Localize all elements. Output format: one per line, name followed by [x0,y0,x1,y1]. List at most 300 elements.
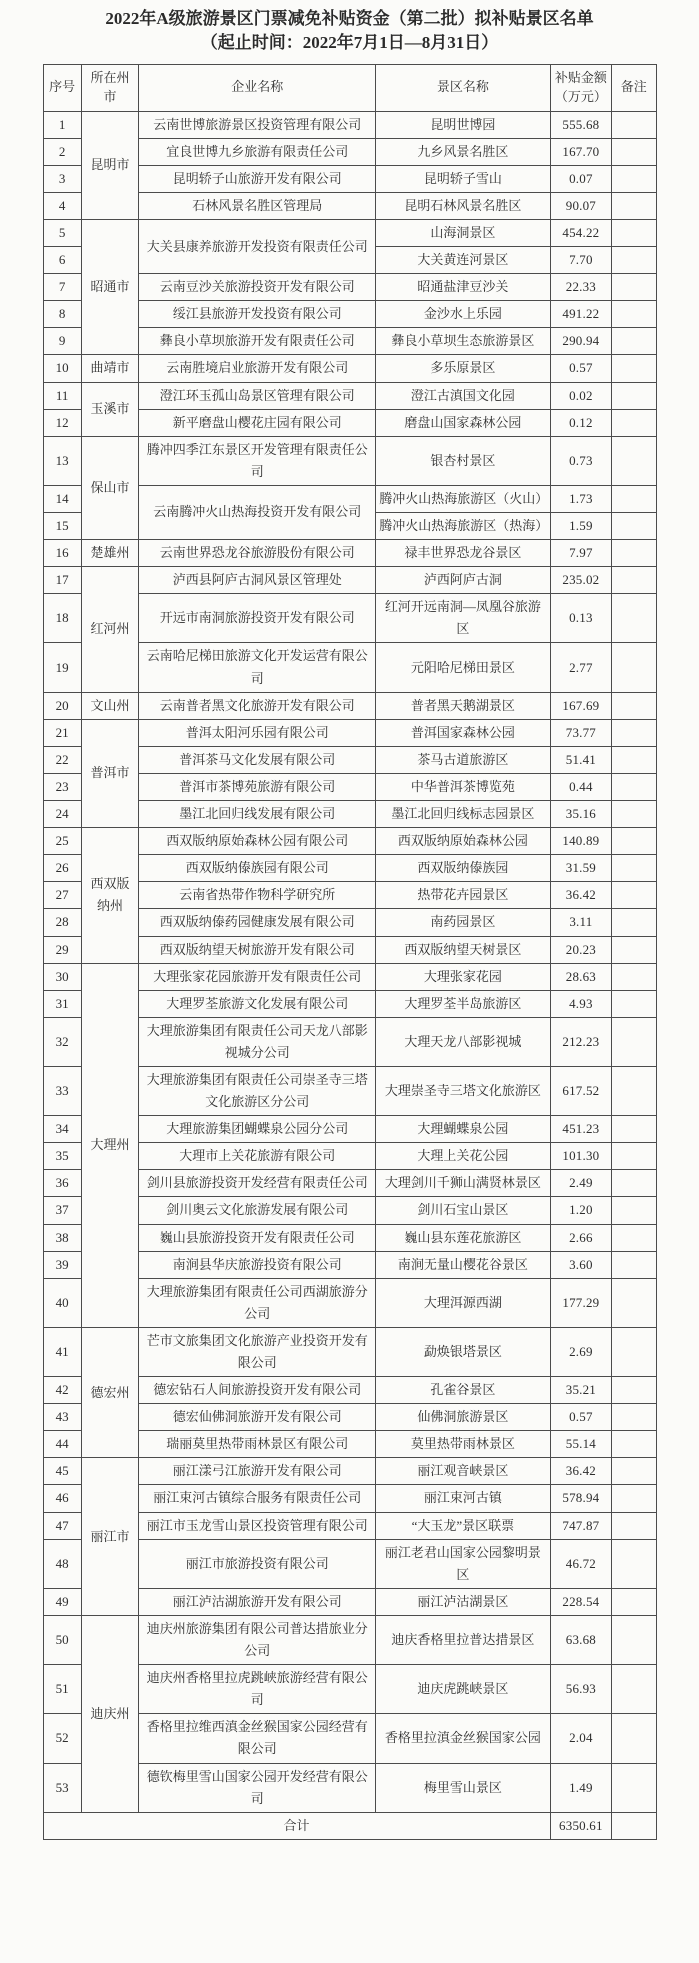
row-number-cell: 29 [43,936,81,963]
row-number-cell: 16 [43,540,81,567]
company-name-cell: 腾冲四季江东景区开发管理有限责任公司 [139,436,376,485]
remark-cell [612,746,656,773]
document-title-line2: （起止时间：2022年7月1日—8月31日） [200,32,499,52]
remark-cell [612,192,656,219]
scenic-name-cell: 泸西阿庐古洞 [376,567,550,594]
company-name-cell: 西双版纳望天树旅游开发有限公司 [139,936,376,963]
company-name-cell: 云南豆沙关旅游投资开发有限公司 [139,274,376,301]
row-number-cell: 41 [43,1327,81,1376]
company-name-cell: 迪庆州旅游集团有限公司普达措旅业分公司 [139,1615,376,1664]
row-number-cell: 34 [43,1116,81,1143]
prefecture-cell: 玉溪市 [81,382,138,436]
scenic-name-cell: 西双版纳原始森林公园 [376,828,550,855]
scenic-name-cell: 南涧无量山樱花谷景区 [376,1251,550,1278]
scenic-name-cell: 多乐原景区 [376,355,550,382]
row-number-cell: 6 [43,247,81,274]
subsidy-amount-cell: 228.54 [550,1588,612,1615]
company-name-cell: 大理张家花园旅游开发有限责任公司 [139,963,376,990]
remark-cell [612,355,656,382]
remark-cell [612,828,656,855]
company-name-cell: 香格里拉维西滇金丝猴国家公园经营有限公司 [139,1714,376,1763]
subsidy-amount-cell: 36.42 [550,882,612,909]
table-body [43,111,656,1839]
scenic-name-cell: 昆明轿子雪山 [376,165,550,192]
scenic-name-cell: 大理天龙八部影视城 [376,1017,550,1066]
prefecture-cell: 迪庆州 [81,1615,138,1812]
scenic-name-cell: 丽江束河古镇 [376,1485,550,1512]
subsidy-amount-cell: 0.73 [550,436,612,485]
company-name-cell: 云南世界恐龙谷旅游股份有限公司 [139,540,376,567]
remark-cell [612,909,656,936]
scenic-name-cell: 迪庆虎跳峡景区 [376,1665,550,1714]
row-number-cell: 25 [43,828,81,855]
subsidy-amount-cell: 90.07 [550,192,612,219]
row-number-cell: 27 [43,882,81,909]
table-row [43,828,656,855]
subsidy-amount-cell: 235.02 [550,567,612,594]
table-row [43,540,656,567]
row-number-cell: 7 [43,274,81,301]
subsidy-amount-cell: 454.22 [550,219,612,246]
scenic-name-cell: 澄江古滇国文化园 [376,382,550,409]
scenic-name-cell: 昭通盐津豆沙关 [376,274,550,301]
subsidy-amount-cell: 747.87 [550,1512,612,1539]
remark-cell [612,801,656,828]
scenic-name-cell: 大理洱源西湖 [376,1278,550,1327]
scenic-name-cell: 山海洞景区 [376,219,550,246]
row-number-cell: 20 [43,692,81,719]
remark-cell [612,436,656,485]
remark-cell [612,882,656,909]
subsidy-amount-cell: 7.97 [550,540,612,567]
remark-cell [612,540,656,567]
remark-cell [612,719,656,746]
prefecture-cell: 大理州 [81,963,138,1327]
company-name-cell: 彝良小草坝旅游开发有限责任公司 [139,328,376,355]
subsidy-amount-cell: 31.59 [550,855,612,882]
prefecture-cell: 文山州 [81,692,138,719]
company-name-cell: 普洱市茶博苑旅游有限公司 [139,773,376,800]
prefecture-cell: 丽江市 [81,1458,138,1616]
row-number-cell: 11 [43,382,81,409]
company-name-cell: 墨江北回归线发展有限公司 [139,801,376,828]
company-name-cell: 大理市上关花旅游有限公司 [139,1143,376,1170]
remark-cell [612,1485,656,1512]
scenic-name-cell: 南药园景区 [376,909,550,936]
header-scenic: 景区名称 [376,64,550,111]
subsidy-amount-cell: 167.69 [550,692,612,719]
subsidy-table [43,64,657,1840]
header-company: 企业名称 [139,64,376,111]
company-name-cell: 剑川县旅游投资开发经营有限责任公司 [139,1170,376,1197]
row-number-cell: 18 [43,594,81,643]
scenic-name-cell: 丽江老君山国家公园黎明景区 [376,1539,550,1588]
document-title [30,7,670,55]
remark-cell [612,1458,656,1485]
remark-cell [612,1588,656,1615]
subsidy-amount-cell: 73.77 [550,719,612,746]
scenic-name-cell: 红河开远南洞—凤凰谷旅游区 [376,594,550,643]
subsidy-amount-cell: 2.69 [550,1327,612,1376]
table-row [43,1615,656,1664]
subsidy-amount-cell: 1.20 [550,1197,612,1224]
header-prefecture: 所在州市 [81,64,138,111]
subsidy-amount-cell: 0.44 [550,773,612,800]
company-name-cell: 普洱太阳河乐园有限公司 [139,719,376,746]
scenic-name-cell: 中华普洱茶博览苑 [376,773,550,800]
row-number-cell: 21 [43,719,81,746]
scenic-name-cell: 大理罗荃半岛旅游区 [376,990,550,1017]
row-number-cell: 51 [43,1665,81,1714]
company-name-cell: 云南省热带作物科学研究所 [139,882,376,909]
scenic-name-cell: 孔雀谷景区 [376,1377,550,1404]
row-number-cell: 36 [43,1170,81,1197]
row-number-cell: 9 [43,328,81,355]
remark-cell [612,692,656,719]
row-number-cell: 45 [43,1458,81,1485]
subsidy-amount-cell: 1.73 [550,485,612,512]
row-number-cell: 23 [43,773,81,800]
company-name-cell: 迪庆州香格里拉虎跳峡旅游经营有限公司 [139,1665,376,1714]
prefecture-cell: 保山市 [81,436,138,539]
company-name-cell: 丽江市玉龙雪山景区投资管理有限公司 [139,1512,376,1539]
subsidy-amount-cell: 0.57 [550,355,612,382]
company-name-cell: 昆明轿子山旅游开发有限公司 [139,165,376,192]
scenic-name-cell: 香格里拉滇金丝猴国家公园 [376,1714,550,1763]
prefecture-cell: 昆明市 [81,111,138,219]
scenic-name-cell: 普者黑天鹅湖景区 [376,692,550,719]
company-name-cell: 大理旅游集团蝴蝶泉公园分公司 [139,1116,376,1143]
remark-cell [612,513,656,540]
scenic-name-cell: 梅里雪山景区 [376,1763,550,1812]
subsidy-amount-cell: 35.16 [550,801,612,828]
scenic-name-cell: 金沙水上乐园 [376,301,550,328]
row-number-cell: 12 [43,409,81,436]
company-name-cell: 石林风景名胜区管理局 [139,192,376,219]
company-name-cell: 泸西县阿庐古洞风景区管理处 [139,567,376,594]
table-row [43,719,656,746]
subsidy-amount-cell: 2.04 [550,1714,612,1763]
remark-cell [612,1431,656,1458]
row-number-cell: 2 [43,138,81,165]
row-number-cell: 26 [43,855,81,882]
row-number-cell: 32 [43,1017,81,1066]
scenic-name-cell: 茶马古道旅游区 [376,746,550,773]
remark-cell [612,643,656,692]
scenic-name-cell: 磨盘山国家森林公园 [376,409,550,436]
subsidy-amount-cell: 2.49 [550,1170,612,1197]
row-number-cell: 49 [43,1588,81,1615]
row-number-cell: 44 [43,1431,81,1458]
row-number-cell: 38 [43,1224,81,1251]
subsidy-amount-cell: 0.57 [550,1404,612,1431]
subsidy-amount-cell: 578.94 [550,1485,612,1512]
subsidy-amount-cell: 177.29 [550,1278,612,1327]
table-row [43,963,656,990]
row-number-cell: 3 [43,165,81,192]
scenic-name-cell: 莫里热带雨林景区 [376,1431,550,1458]
subsidy-amount-cell: 20.23 [550,936,612,963]
remark-cell [612,1251,656,1278]
document-title-line1: 2022年A级旅游景区门票减免补贴资金（第二批）拟补贴景区名单 [105,9,594,28]
subsidy-amount-cell: 0.07 [550,165,612,192]
row-number-cell: 5 [43,219,81,246]
total-label-cell: 合计 [43,1812,550,1839]
table-row [43,382,656,409]
subsidy-amount-cell: 3.11 [550,909,612,936]
row-number-cell: 42 [43,1377,81,1404]
subsidy-amount-cell: 63.68 [550,1615,612,1664]
subsidy-amount-cell: 1.49 [550,1763,612,1812]
table-row [43,436,656,485]
row-number-cell: 19 [43,643,81,692]
remark-cell [612,1714,656,1763]
remark-cell [612,1017,656,1066]
subsidy-amount-cell: 167.70 [550,138,612,165]
scenic-name-cell: 巍山县东莲花旅游区 [376,1224,550,1251]
row-number-cell: 47 [43,1512,81,1539]
scenic-name-cell: 普洱国家森林公园 [376,719,550,746]
subsidy-amount-cell: 35.21 [550,1377,612,1404]
row-number-cell: 37 [43,1197,81,1224]
row-number-cell: 10 [43,355,81,382]
company-name-cell: 开远市南洞旅游投资开发有限公司 [139,594,376,643]
subsidy-amount-cell: 555.68 [550,111,612,138]
company-name-cell: 新平磨盘山樱花庄园有限公司 [139,409,376,436]
subsidy-amount-cell: 2.66 [550,1224,612,1251]
company-name-cell: 丽江漾弓江旅游开发有限公司 [139,1458,376,1485]
remark-cell [612,1377,656,1404]
prefecture-cell: 普洱市 [81,719,138,827]
prefecture-cell: 德宏州 [81,1327,138,1457]
remark-cell [612,328,656,355]
row-number-cell: 35 [43,1143,81,1170]
company-name-cell: 西双版纳原始森林公园有限公司 [139,828,376,855]
company-name-cell: 大关县康养旅游开发投资有限责任公司 [139,219,376,273]
company-name-cell: 巍山县旅游投资开发有限责任公司 [139,1224,376,1251]
scenic-name-cell: 银杏村景区 [376,436,550,485]
scenic-name-cell: 大理蝴蝶泉公园 [376,1116,550,1143]
scenic-name-cell: “大玉龙”景区联票 [376,1512,550,1539]
header-remark: 备注 [612,64,656,111]
company-name-cell: 德宏钻石人间旅游投资开发有限公司 [139,1377,376,1404]
row-number-cell: 15 [43,513,81,540]
company-name-cell: 西双版纳傣药园健康发展有限公司 [139,909,376,936]
row-number-cell: 46 [43,1485,81,1512]
table-header-row [43,64,656,111]
row-number-cell: 1 [43,111,81,138]
remark-cell [612,1327,656,1376]
row-number-cell: 17 [43,567,81,594]
company-name-cell: 德宏仙佛洞旅游开发有限公司 [139,1404,376,1431]
company-name-cell: 西双版纳傣族园有限公司 [139,855,376,882]
subsidy-amount-cell: 55.14 [550,1431,612,1458]
row-number-cell: 39 [43,1251,81,1278]
table-row [43,111,656,138]
scenic-name-cell: 腾冲火山热海旅游区（火山） [376,485,550,512]
company-name-cell: 大理罗荃旅游文化发展有限公司 [139,990,376,1017]
remark-cell [612,1116,656,1143]
remark-cell [612,1170,656,1197]
scenic-name-cell: 大理上关花公园 [376,1143,550,1170]
subsidy-amount-cell: 140.89 [550,828,612,855]
company-name-cell: 澄江环玉孤山岛景区管理有限公司 [139,382,376,409]
subsidy-amount-cell: 1.59 [550,513,612,540]
scenic-name-cell: 腾冲火山热海旅游区（热海） [376,513,550,540]
total-remark-cell [612,1812,656,1839]
row-number-cell: 40 [43,1278,81,1327]
remark-cell [612,274,656,301]
row-number-cell: 43 [43,1404,81,1431]
remark-cell [612,1197,656,1224]
remark-cell [612,1665,656,1714]
scenic-name-cell: 大关黄连河景区 [376,247,550,274]
remark-cell [612,138,656,165]
company-name-cell: 普洱茶马文化发展有限公司 [139,746,376,773]
scenic-name-cell: 元阳哈尼梯田景区 [376,643,550,692]
row-number-cell: 53 [43,1763,81,1812]
remark-cell [612,219,656,246]
row-number-cell: 8 [43,301,81,328]
header-no: 序号 [43,64,81,111]
remark-cell [612,1615,656,1664]
scenic-name-cell: 大理崇圣寺三塔文化旅游区 [376,1066,550,1115]
remark-cell [612,301,656,328]
subsidy-amount-cell: 51.41 [550,746,612,773]
scenic-name-cell: 昆明世博园 [376,111,550,138]
table-row [43,219,656,246]
remark-cell [612,409,656,436]
remark-cell [612,1404,656,1431]
company-name-cell: 瑞丽莫里热带雨林景区有限公司 [139,1431,376,1458]
subsidy-amount-cell: 451.23 [550,1116,612,1143]
subsidy-amount-cell: 46.72 [550,1539,612,1588]
remark-cell [612,111,656,138]
company-name-cell: 大理旅游集团有限责任公司西湖旅游分公司 [139,1278,376,1327]
company-name-cell: 云南胜境启业旅游开发有限公司 [139,355,376,382]
subsidy-amount-cell: 7.70 [550,247,612,274]
subsidy-amount-cell: 22.33 [550,274,612,301]
row-number-cell: 52 [43,1714,81,1763]
row-number-cell: 33 [43,1066,81,1115]
subsidy-amount-cell: 491.22 [550,301,612,328]
row-number-cell: 48 [43,1539,81,1588]
subsidy-amount-cell: 36.42 [550,1458,612,1485]
subsidy-amount-cell: 0.02 [550,382,612,409]
remark-cell [612,963,656,990]
scenic-name-cell: 大理剑川千狮山满贤林景区 [376,1170,550,1197]
remark-cell [612,247,656,274]
scenic-name-cell: 西双版纳傣族园 [376,855,550,882]
total-amount-cell: 6350.61 [550,1812,612,1839]
subsidy-amount-cell: 56.93 [550,1665,612,1714]
table-row [43,567,656,594]
remark-cell [612,1539,656,1588]
remark-cell [612,1763,656,1812]
subsidy-amount-cell: 28.63 [550,963,612,990]
remark-cell [612,1143,656,1170]
company-name-cell: 丽江泸沽湖旅游开发有限公司 [139,1588,376,1615]
table-row [43,692,656,719]
subsidy-amount-cell: 212.23 [550,1017,612,1066]
row-number-cell: 22 [43,746,81,773]
scenic-name-cell: 禄丰世界恐龙谷景区 [376,540,550,567]
scenic-name-cell: 昆明石林风景名胜区 [376,192,550,219]
remark-cell [612,773,656,800]
scenic-name-cell: 仙佛洞旅游景区 [376,1404,550,1431]
row-number-cell: 24 [43,801,81,828]
remark-cell [612,1278,656,1327]
company-name-cell: 德钦梅里雪山国家公园开发经营有限公司 [139,1763,376,1812]
company-name-cell: 丽江束河古镇综合服务有限责任公司 [139,1485,376,1512]
row-number-cell: 30 [43,963,81,990]
row-number-cell: 31 [43,990,81,1017]
remark-cell [612,1066,656,1115]
company-name-cell: 绥江县旅游开发投资有限公司 [139,301,376,328]
header-amount: 补贴金额（万元） [550,64,612,111]
remark-cell [612,567,656,594]
company-name-cell: 芒市文旅集团文化旅游产业投资开发有限公司 [139,1327,376,1376]
company-name-cell: 云南普者黑文化旅游开发有限公司 [139,692,376,719]
scenic-name-cell: 九乡风景名胜区 [376,138,550,165]
company-name-cell: 云南哈尼梯田旅游文化开发运营有限公司 [139,643,376,692]
subsidy-amount-cell: 617.52 [550,1066,612,1115]
company-name-cell: 云南腾冲火山热海投资开发有限公司 [139,485,376,539]
prefecture-cell: 曲靖市 [81,355,138,382]
scenic-name-cell: 热带花卉园景区 [376,882,550,909]
subsidy-amount-cell: 3.60 [550,1251,612,1278]
scenic-name-cell: 西双版纳望天树景区 [376,936,550,963]
remark-cell [612,1512,656,1539]
company-name-cell: 云南世博旅游景区投资管理有限公司 [139,111,376,138]
subsidy-amount-cell: 4.93 [550,990,612,1017]
row-number-cell: 14 [43,485,81,512]
subsidy-amount-cell: 2.77 [550,643,612,692]
company-name-cell: 大理旅游集团有限责任公司天龙八部影视城分公司 [139,1017,376,1066]
remark-cell [612,594,656,643]
remark-cell [612,485,656,512]
company-name-cell: 丽江市旅游投资有限公司 [139,1539,376,1588]
scenic-name-cell: 剑川石宝山景区 [376,1197,550,1224]
scenic-name-cell: 丽江泸沽湖景区 [376,1588,550,1615]
table-row [43,355,656,382]
scenic-name-cell: 墨江北回归线标志园景区 [376,801,550,828]
subsidy-amount-cell: 101.30 [550,1143,612,1170]
row-number-cell: 50 [43,1615,81,1664]
subsidy-amount-cell: 290.94 [550,328,612,355]
prefecture-cell: 红河州 [81,567,138,692]
total-row [43,1812,656,1839]
table-row [43,1327,656,1376]
company-name-cell: 宜良世博九乡旅游有限责任公司 [139,138,376,165]
scenic-name-cell: 彝良小草坝生态旅游景区 [376,328,550,355]
scenic-name-cell: 大理张家花园 [376,963,550,990]
remark-cell [612,1224,656,1251]
company-name-cell: 大理旅游集团有限责任公司崇圣寺三塔文化旅游区分公司 [139,1066,376,1115]
remark-cell [612,382,656,409]
prefecture-cell: 西双版纳州 [81,828,138,963]
company-name-cell: 剑川奥云文化旅游发展有限公司 [139,1197,376,1224]
prefecture-cell: 楚雄州 [81,540,138,567]
remark-cell [612,990,656,1017]
subsidy-amount-cell: 0.12 [550,409,612,436]
subsidy-amount-cell: 0.13 [550,594,612,643]
table-row [43,1458,656,1485]
scenic-name-cell: 丽江观音峡景区 [376,1458,550,1485]
row-number-cell: 4 [43,192,81,219]
prefecture-cell: 昭通市 [81,219,138,354]
scenic-name-cell: 迪庆香格里拉普达措景区 [376,1615,550,1664]
